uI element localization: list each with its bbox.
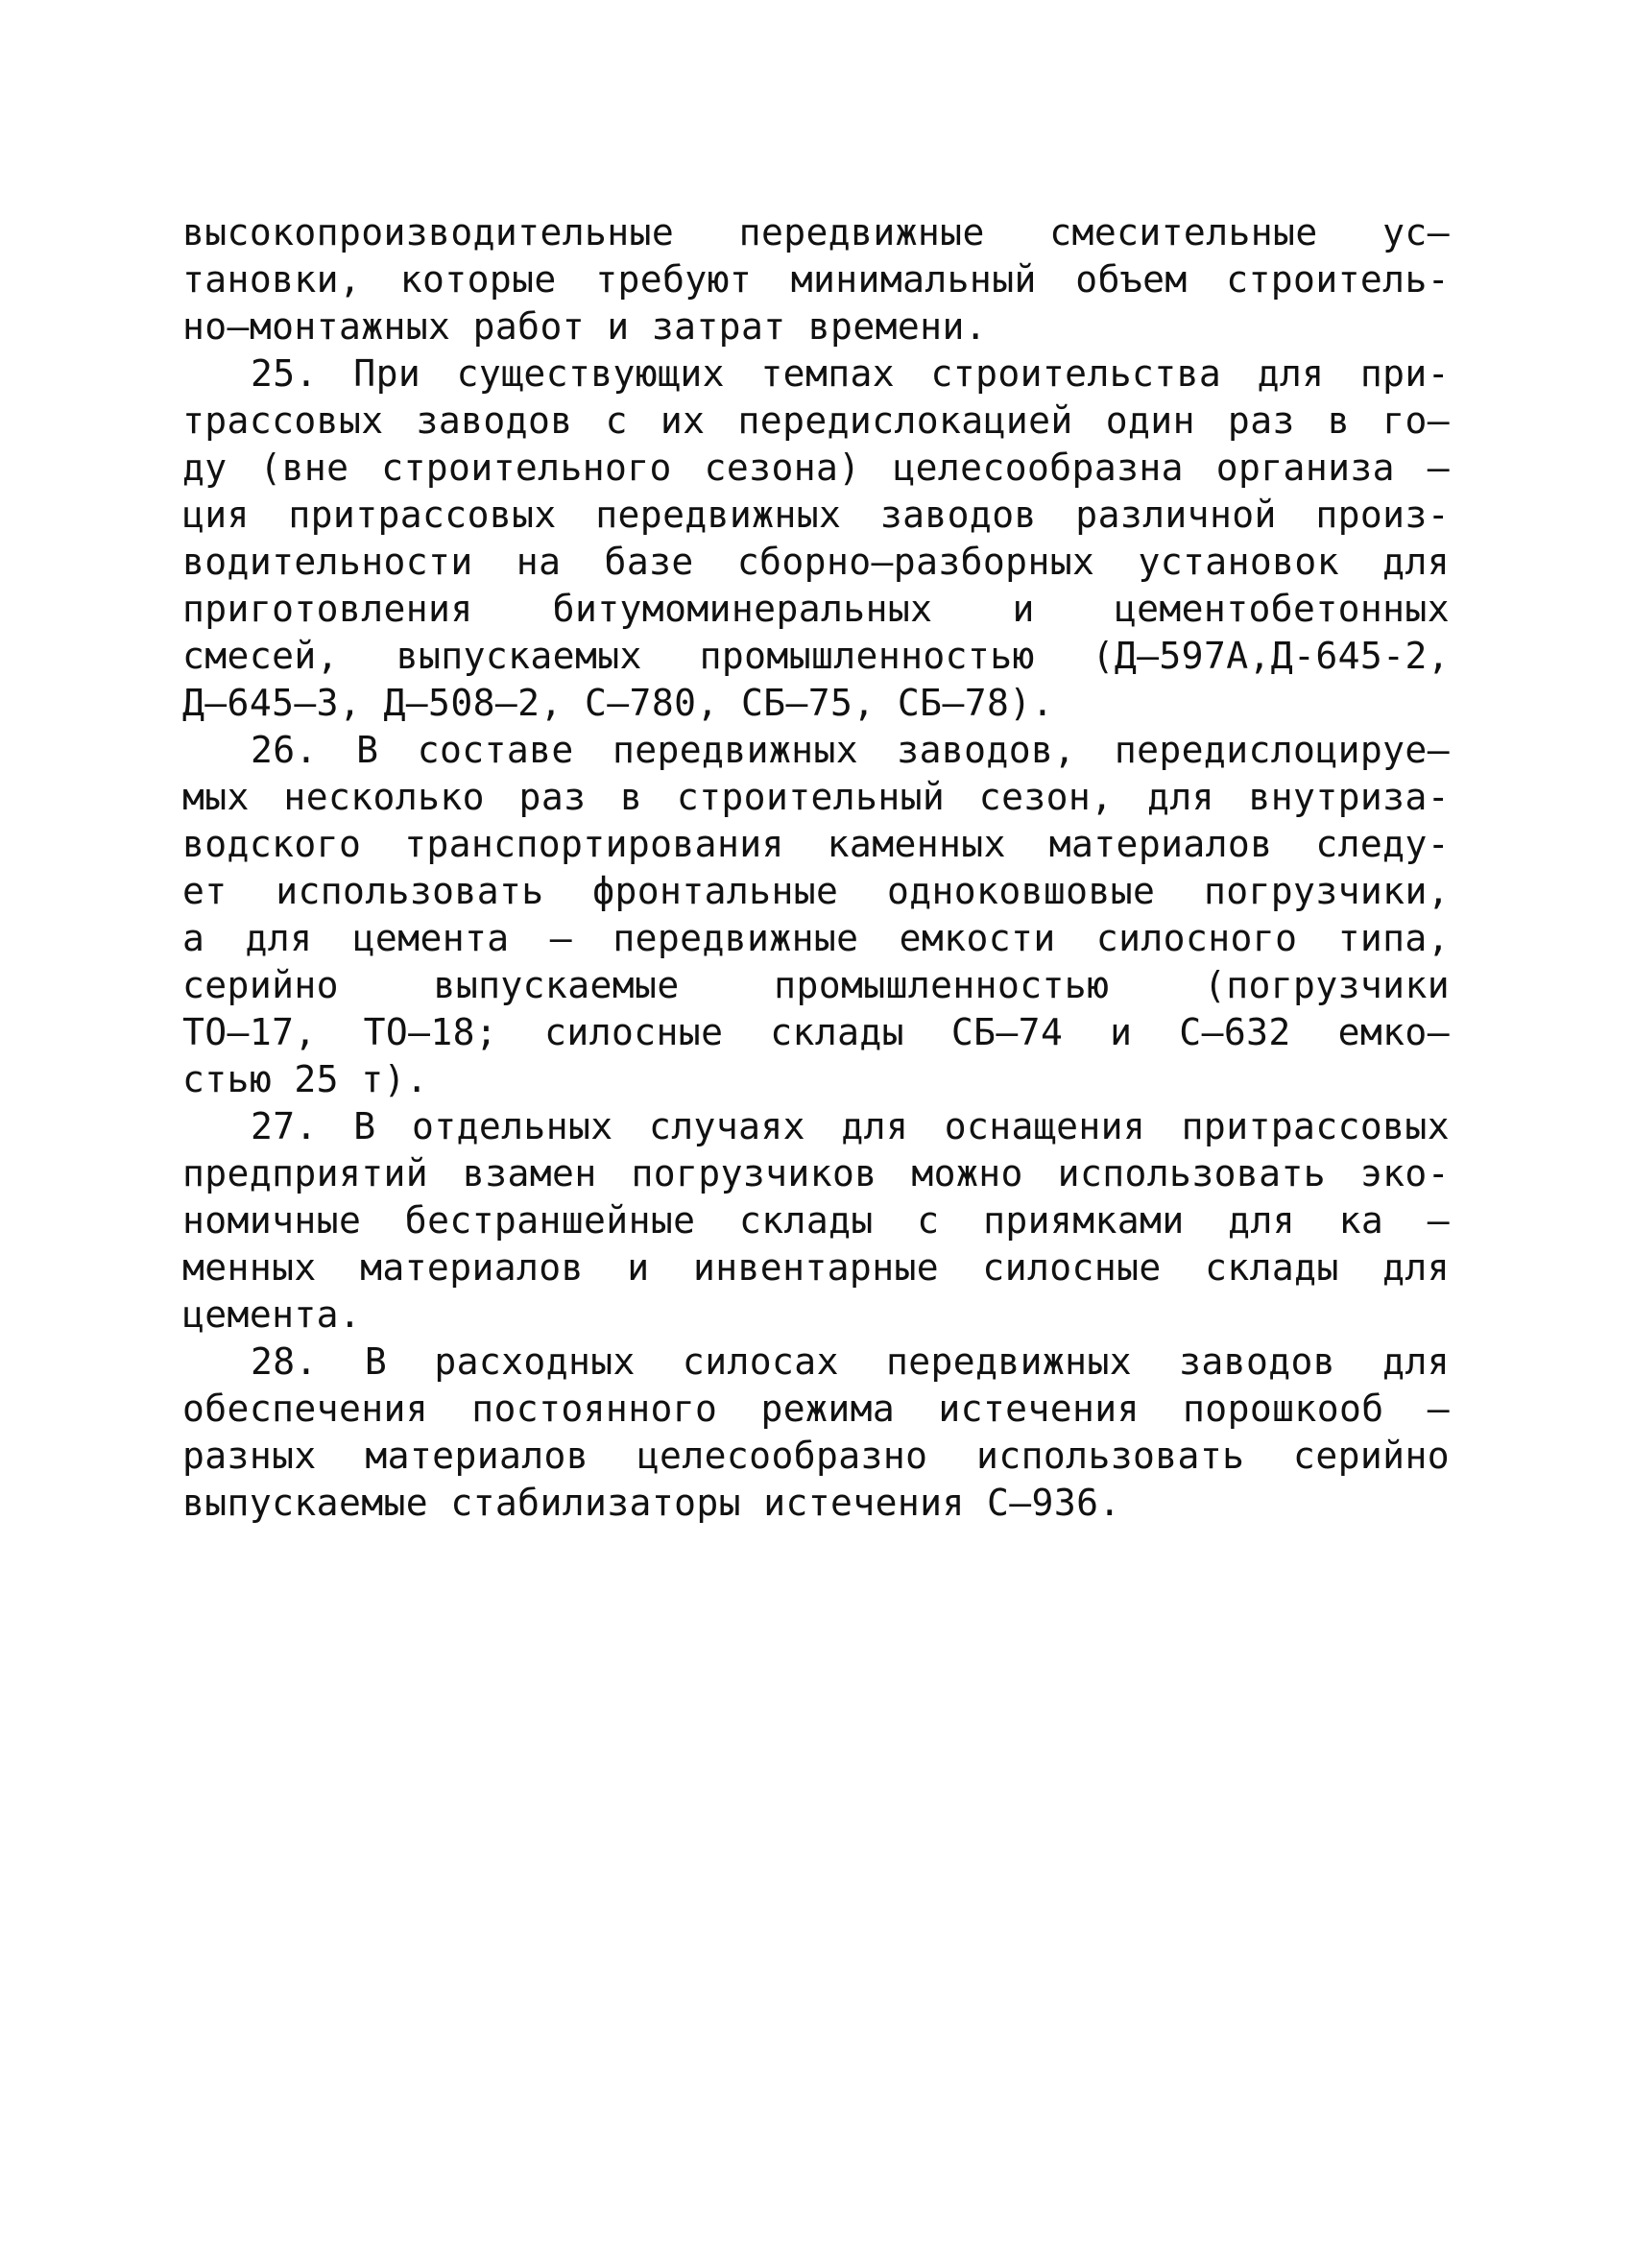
text-line: водского транспортирования каменных материалов следу- xyxy=(182,823,1450,865)
text-line: серийно выпускаемые промышленностью (погрузчики xyxy=(182,964,1450,1006)
text-line: ет использовать фронтальные одноковшовые погрузчики, xyxy=(182,870,1450,912)
text-line: трассовых заводов с их передислокацией один раз в го– xyxy=(182,399,1450,442)
text-line: ТО–17, ТО–18; силосные склады СБ–74 и С–632 емко– xyxy=(182,1011,1450,1053)
text-line: разных материалов целесообразно использовать серийно xyxy=(182,1435,1450,1477)
text-line: высокопроизводительные передвижные смесительные ус– xyxy=(182,211,1450,253)
paragraph-25-start: 25. При существующих темпах строительства для при- xyxy=(251,352,1450,395)
text-line: номичные бестраншейные склады с приямками для ка – xyxy=(182,1199,1450,1242)
text-line: ция притрассовых передвижных заводов различной произ- xyxy=(182,494,1450,536)
paragraph-26-start: 26. В составе передвижных заводов, передислоцируе– xyxy=(251,729,1450,771)
text-line: менных материалов и инвентарные силосные склады для xyxy=(182,1246,1450,1289)
text-line: приготовления битумоминеральных и цементобетонных xyxy=(182,588,1450,630)
text-line: но–монтажных работ и затрат времени. xyxy=(182,305,988,348)
body-text xyxy=(182,209,1450,1527)
text-line: цемента. xyxy=(182,1293,362,1336)
text-line: обеспечения постоянного режима истечения порошкооб – xyxy=(182,1387,1450,1430)
paragraph-28-start: 28. В расходных силосах передвижных заводов для xyxy=(251,1340,1450,1383)
text-line: выпускаемые стабилизаторы истечения С–936. xyxy=(182,1482,1121,1524)
text-line: стью 25 т). xyxy=(182,1058,429,1100)
text-line: смесей, выпускаемых промышленностью (Д–597А,Д-645-2, xyxy=(182,635,1450,677)
text-line: предприятий взамен погрузчиков можно использовать эко- xyxy=(182,1152,1450,1194)
text-line: ду (вне строительного сезона) целесообразна организа – xyxy=(182,446,1450,489)
text-line: водительности на базе сборно–разборных установок для xyxy=(182,541,1450,583)
text-line: мых несколько раз в строительный сезон, для внутриза- xyxy=(182,776,1450,818)
text-line: Д–645–3, Д–508–2, С–780, СБ–75, СБ–78). xyxy=(182,682,1054,724)
text-line: тановки, которые требуют минимальный объем строитель- xyxy=(182,258,1450,301)
paragraph-27-start: 27. В отдельных случаях для оснащения притрассовых xyxy=(251,1105,1450,1147)
text-line: а для цемента – передвижные емкости силосного типа, xyxy=(182,917,1450,959)
